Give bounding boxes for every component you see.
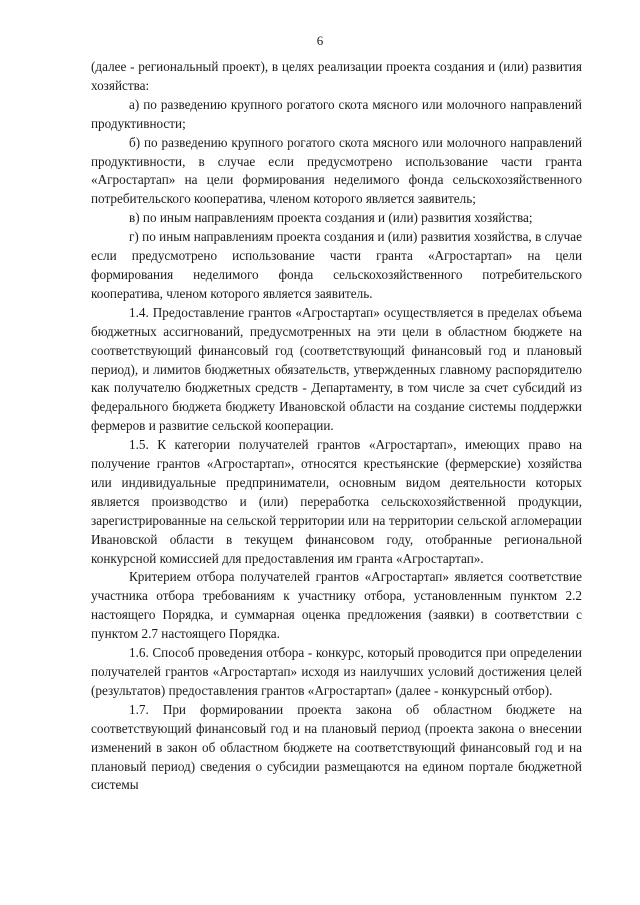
paragraph-continuation: (далее - региональный проект), в целях реализации проекта создания и (или) развития хозяйства: <box>91 59 582 93</box>
paragraph-item-b: б) по разведению крупного рогатого скота мясного или молочного направлений продуктивности, в случае если предусмотрено использование части гранта «Агростартап» на цели формирования неделимого фонда сельскохозяйственного потребительского кооператива, членом которого является заявитель; <box>91 134 582 207</box>
paragraph-item-a: а) по разведению крупного рогатого скота мясного или молочного направлений продуктивности; <box>91 96 582 131</box>
paragraph-item-g: г) по иным направлениям проекта создания и (или) развития хозяйства, в случае если предусмотрено использование части гранта «Агростартап» на цели формирования неделимого фонда сельскохозяйственного потребительского кооператива, членом которого является заявитель. <box>91 229 582 301</box>
paragraph-1-5: 1.5. К категории получателей грантов «Агростартап», имеющих право на получение грантов «Агростартап», относятся крестьянские (фермерские) хозяйства или индивидуальные предприниматели, основным видом деятельности которых является производство и (или) переработка сельскохозяйственной продукции, зарегистрированные на сельской территории или на территории сельской агломерации Ивановской области в текущем финансовом году, отобранные региональной конкурсной комиссией для предоставления им гранта «Агростартап». <box>91 437 582 566</box>
paragraph-1-7: 1.7. При формировании проекта закона об областном бюджете на соответствующий финансовый год и на плановый период (проекта закона о внесении изменений в закон об областном бюджете на соответствующий финансовый год и на плановый период) сведения о субсидии размещаются на едином портале бюджетной системы <box>91 701 582 793</box>
paragraph-1-6: 1.6. Способ проведения отбора - конкурс, который проводится при определении получателей грантов «Агростартап» исходя из наилучших условий достижения целей (результатов) предоставления грантов «Агростартап» (далее - конкурсный отбор). <box>91 645 582 698</box>
page-number: 6 <box>316 33 324 48</box>
paragraph-item-v: в) по иным направлениям проекта создания и (или) развития хозяйства; <box>129 210 533 226</box>
paragraph-1-4: 1.4. Предоставление грантов «Агростартап» осуществляется в пределах объема бюджетных ассигнований, предусмотренных на эти цели в областном бюджете на соответствующий финансовый год (соответствующий финансовый год и плановый период), и лимитов бюджетных обязательств, утвержденных главному распорядителю как получателю бюджетных средств - Департаменту, в том числе за счет субсидий из федерального бюджета бюджету Ивановской области на создание системы поддержки фермеров и развитие сельской кооперации. <box>91 304 582 434</box>
paragraph-selection-criterion: Критерием отбора получателей грантов «Агростартап» является соответствие участника отбора требованиям к участнику отбора, установленным пунктом 2.2 настоящего Порядка, и суммарная оценка предложения (заявки) в соответствии с пунктом 2.7 настоящего Порядка. <box>91 569 582 642</box>
document-body <box>91 58 582 795</box>
